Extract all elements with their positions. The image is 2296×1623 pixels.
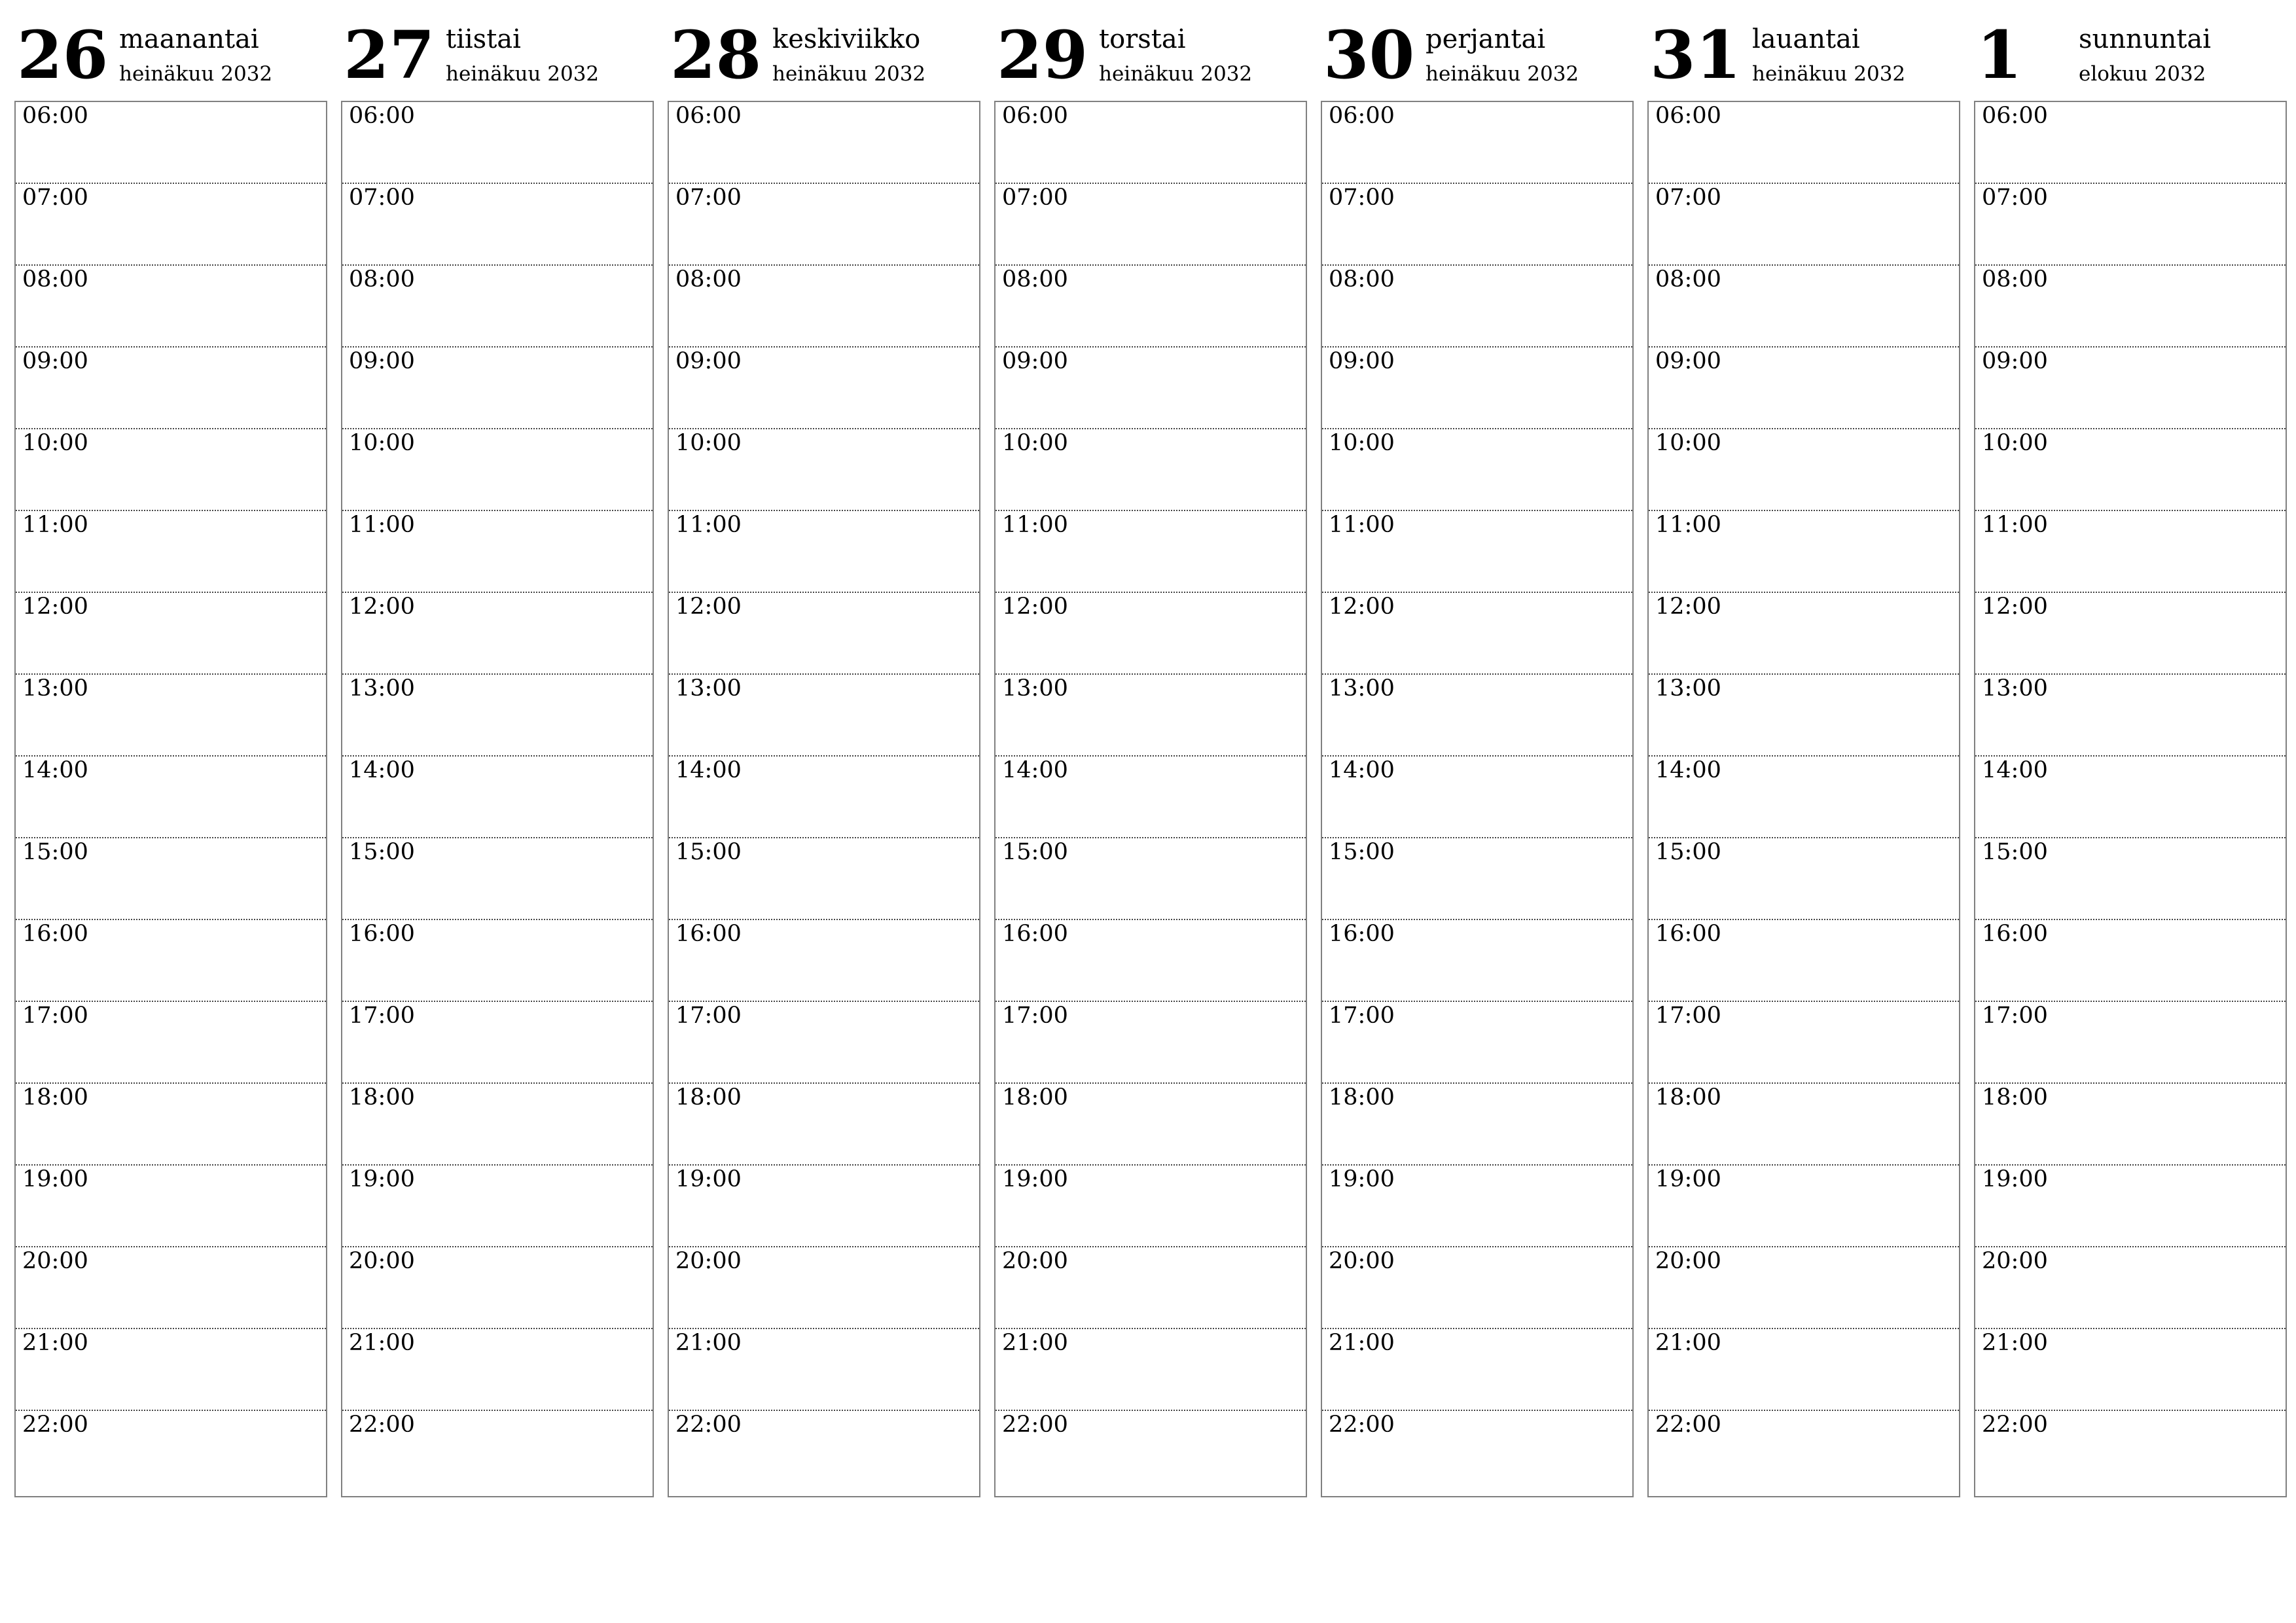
hour-label: 10:00 [1329,430,1395,456]
day-schedule-box [994,101,1307,1497]
hour-slot[interactable] [16,429,326,511]
hour-slot[interactable] [669,838,979,920]
hour-label: 21:00 [349,1330,415,1356]
hour-slot[interactable] [1649,511,1959,593]
hour-label: 12:00 [1329,594,1395,620]
hour-label: 15:00 [1329,839,1395,865]
day-header [994,0,1307,98]
hour-slot[interactable] [16,675,326,757]
hour-slot[interactable] [1975,266,2286,348]
hour-label: 20:00 [675,1248,742,1274]
hour-label: 11:00 [349,512,415,538]
hour-slot[interactable] [996,1329,1306,1411]
weekday-name: keskiviikko [772,24,921,54]
hour-label: 06:00 [1655,103,1721,129]
hour-slot[interactable] [342,1166,653,1247]
hour-slot[interactable] [1322,266,1632,348]
hour-label: 10:00 [1002,430,1068,456]
hour-label: 10:00 [22,430,88,456]
hour-label: 17:00 [1655,1003,1721,1029]
day-schedule-box [14,101,327,1497]
hour-label: 18:00 [1982,1084,2048,1111]
hour-slot[interactable] [1975,1411,2286,1493]
hour-label: 19:00 [1655,1166,1721,1192]
day-header [1321,0,1634,98]
hour-slot[interactable] [1649,675,1959,757]
hour-slot[interactable] [669,1247,979,1329]
hour-label: 15:00 [1982,839,2048,865]
hour-slot[interactable] [16,511,326,593]
hour-slot[interactable] [342,1411,653,1493]
hour-slot[interactable] [1649,1002,1959,1084]
hour-label: 14:00 [22,757,88,783]
hour-slot[interactable] [996,102,1306,184]
hour-slot[interactable] [342,1329,653,1411]
hour-slot[interactable] [1649,1084,1959,1166]
hour-label: 10:00 [675,430,742,456]
hour-label: 11:00 [1329,512,1395,538]
hour-slot[interactable] [16,1329,326,1411]
hour-label: 17:00 [1329,1003,1395,1029]
hour-label: 22:00 [1655,1412,1721,1438]
hour-label: 13:00 [1002,675,1068,702]
hour-slot[interactable] [1975,1084,2286,1166]
hour-slot[interactable] [669,920,979,1002]
hour-slot[interactable] [16,757,326,838]
hour-slot[interactable] [342,838,653,920]
hour-label: 08:00 [1329,266,1395,293]
hour-label: 18:00 [349,1084,415,1111]
weekday-name: maanantai [119,24,259,54]
hour-slot[interactable] [1975,1002,2286,1084]
day-header [1974,0,2287,98]
hour-label: 11:00 [1002,512,1068,538]
hour-slot[interactable] [996,429,1306,511]
hour-slot[interactable] [996,1002,1306,1084]
hour-label: 16:00 [1982,921,2048,947]
hour-label: 11:00 [22,512,88,538]
weekday-name: lauantai [1752,24,1860,54]
hour-slot[interactable] [16,1411,326,1493]
hour-label: 13:00 [349,675,415,702]
day-header [14,0,327,98]
hour-slot[interactable] [669,1166,979,1247]
hour-slot[interactable] [1975,1166,2286,1247]
day-number: 28 [670,16,762,94]
hour-label: 18:00 [675,1084,742,1111]
hour-slot[interactable] [1975,593,2286,675]
hour-label: 15:00 [1655,839,1721,865]
hour-label: 21:00 [22,1330,88,1356]
hour-label: 20:00 [1982,1248,2048,1274]
hour-slot[interactable] [342,593,653,675]
hour-label: 18:00 [1655,1084,1721,1111]
day-header [1647,0,1960,98]
day-schedule-box [1647,101,1960,1497]
hour-label: 09:00 [349,348,415,374]
hour-label: 06:00 [675,103,742,129]
day-schedule-box [1321,101,1634,1497]
hour-label: 20:00 [1655,1248,1721,1274]
hour-label: 12:00 [349,594,415,620]
day-number: 1 [1977,16,2022,94]
hour-label: 21:00 [1655,1330,1721,1356]
hour-label: 19:00 [349,1166,415,1192]
hour-slot[interactable] [996,1084,1306,1166]
hour-slot[interactable] [1649,1166,1959,1247]
hour-label: 13:00 [1982,675,2048,702]
hour-label: 17:00 [349,1003,415,1029]
hour-slot[interactable] [1322,1411,1632,1493]
hour-label: 08:00 [22,266,88,293]
hour-slot[interactable] [1322,838,1632,920]
hour-slot[interactable] [342,1002,653,1084]
hour-slot[interactable] [996,675,1306,757]
hour-slot[interactable] [669,184,979,266]
hour-slot[interactable] [669,1329,979,1411]
hour-slot[interactable] [996,348,1306,429]
month-year-label: heinäkuu 2032 [1426,62,1579,86]
hour-label: 16:00 [349,921,415,947]
month-year-label: heinäkuu 2032 [1099,62,1253,86]
day-schedule-box [341,101,654,1497]
hour-label: 15:00 [22,839,88,865]
weekday-name: tiistai [446,24,521,54]
hour-label: 15:00 [349,839,415,865]
hour-label: 12:00 [1002,594,1068,620]
hour-label: 22:00 [1329,1412,1395,1438]
hour-label: 17:00 [1002,1003,1068,1029]
day-schedule-box [668,101,980,1497]
hour-slot[interactable] [16,593,326,675]
hour-slot[interactable] [342,920,653,1002]
hour-slot[interactable] [996,266,1306,348]
hour-label: 07:00 [1002,185,1068,211]
hour-label: 18:00 [22,1084,88,1111]
day-number: 30 [1323,16,1415,94]
hour-label: 12:00 [675,594,742,620]
hour-label: 16:00 [675,921,742,947]
hour-slot[interactable] [1322,757,1632,838]
hour-slot[interactable] [1649,1411,1959,1493]
hour-slot[interactable] [1649,920,1959,1002]
hour-label: 06:00 [22,103,88,129]
hour-slot[interactable] [16,1084,326,1166]
hour-label: 22:00 [349,1412,415,1438]
month-year-label: heinäkuu 2032 [119,62,273,86]
hour-label: 22:00 [1982,1412,2048,1438]
hour-label: 19:00 [22,1166,88,1192]
hour-slot[interactable] [1322,593,1632,675]
hour-label: 20:00 [1329,1248,1395,1274]
hour-slot[interactable] [1322,1084,1632,1166]
day-number: 31 [1650,16,1742,94]
hour-slot[interactable] [1649,1329,1959,1411]
hour-slot[interactable] [1975,348,2286,429]
hour-slot[interactable] [1322,1002,1632,1084]
hour-label: 10:00 [349,430,415,456]
hour-slot[interactable] [1975,675,2286,757]
month-year-label: heinäkuu 2032 [1752,62,1906,86]
hour-slot[interactable] [1322,184,1632,266]
hour-slot[interactable] [996,757,1306,838]
hour-slot[interactable] [342,429,653,511]
hour-label: 17:00 [1982,1003,2048,1029]
hour-label: 07:00 [675,185,742,211]
hour-label: 16:00 [1002,921,1068,947]
hour-slot[interactable] [996,511,1306,593]
hour-label: 08:00 [1002,266,1068,293]
hour-label: 09:00 [1655,348,1721,374]
hour-label: 12:00 [22,594,88,620]
month-year-label: heinäkuu 2032 [446,62,600,86]
hour-label: 19:00 [675,1166,742,1192]
hour-label: 08:00 [349,266,415,293]
hour-slot[interactable] [16,1247,326,1329]
hour-label: 21:00 [1002,1330,1068,1356]
hour-label: 21:00 [675,1330,742,1356]
hour-slot[interactable] [342,757,653,838]
hour-slot[interactable] [1322,102,1632,184]
hour-slot[interactable] [342,266,653,348]
hour-slot[interactable] [669,1411,979,1493]
hour-slot[interactable] [669,675,979,757]
hour-label: 13:00 [1655,675,1721,702]
hour-label: 11:00 [1655,512,1721,538]
hour-label: 13:00 [1329,675,1395,702]
hour-label: 13:00 [675,675,742,702]
hour-label: 08:00 [675,266,742,293]
day-header [668,0,980,98]
hour-slot[interactable] [669,1002,979,1084]
hour-label: 18:00 [1329,1084,1395,1111]
hour-label: 09:00 [1982,348,2048,374]
weekday-name: perjantai [1426,24,1546,54]
hour-slot[interactable] [1649,593,1959,675]
hour-label: 07:00 [22,185,88,211]
hour-slot[interactable] [1649,348,1959,429]
month-year-label: elokuu 2032 [2079,62,2206,86]
hour-label: 19:00 [1329,1166,1395,1192]
hour-label: 13:00 [22,675,88,702]
hour-slot[interactable] [342,184,653,266]
hour-label: 06:00 [1002,103,1068,129]
hour-slot[interactable] [16,838,326,920]
hour-slot[interactable] [1322,429,1632,511]
hour-slot[interactable] [342,511,653,593]
hour-slot[interactable] [669,757,979,838]
hour-slot[interactable] [16,920,326,1002]
hour-label: 22:00 [22,1412,88,1438]
weekday-name: torstai [1099,24,1186,54]
hour-slot[interactable] [996,920,1306,1002]
hour-slot[interactable] [1649,266,1959,348]
hour-slot[interactable] [669,348,979,429]
hour-slot[interactable] [669,429,979,511]
hour-slot[interactable] [669,266,979,348]
hour-label: 22:00 [675,1412,742,1438]
hour-slot[interactable] [1322,1166,1632,1247]
hour-label: 06:00 [1982,103,2048,129]
hour-label: 09:00 [1329,348,1395,374]
hour-slot[interactable] [1975,102,2286,184]
hour-slot[interactable] [996,593,1306,675]
hour-label: 12:00 [1982,594,2048,620]
hour-label: 16:00 [1655,921,1721,947]
hour-label: 14:00 [349,757,415,783]
hour-label: 17:00 [22,1003,88,1029]
hour-label: 09:00 [675,348,742,374]
hour-slot[interactable] [342,675,653,757]
month-year-label: heinäkuu 2032 [772,62,926,86]
hour-label: 16:00 [1329,921,1395,947]
day-number: 27 [344,16,435,94]
hour-slot[interactable] [1322,675,1632,757]
hour-slot[interactable] [669,1084,979,1166]
day-schedule-box [1974,101,2287,1497]
hour-slot[interactable] [1975,920,2286,1002]
hour-label: 16:00 [22,921,88,947]
hour-slot[interactable] [342,1247,653,1329]
hour-label: 11:00 [675,512,742,538]
hour-label: 06:00 [1329,103,1395,129]
weekday-name: sunnuntai [2079,24,2212,54]
hour-label: 08:00 [1982,266,2048,293]
hour-slot[interactable] [1649,184,1959,266]
hour-slot[interactable] [996,838,1306,920]
hour-label: 15:00 [1002,839,1068,865]
hour-label: 15:00 [675,839,742,865]
hour-label: 18:00 [1002,1084,1068,1111]
hour-label: 06:00 [349,103,415,129]
hour-slot[interactable] [342,1084,653,1166]
hour-slot[interactable] [1649,1247,1959,1329]
hour-slot[interactable] [1322,920,1632,1002]
hour-slot[interactable] [16,102,326,184]
hour-label: 20:00 [22,1248,88,1274]
hour-slot[interactable] [669,511,979,593]
hour-label: 20:00 [1002,1248,1068,1274]
hour-label: 07:00 [349,185,415,211]
day-number: 26 [17,16,109,94]
hour-label: 11:00 [1982,512,2048,538]
hour-slot[interactable] [1649,429,1959,511]
hour-label: 10:00 [1655,430,1721,456]
hour-slot[interactable] [669,102,979,184]
hour-label: 20:00 [349,1248,415,1274]
hour-slot[interactable] [342,102,653,184]
hour-label: 07:00 [1982,185,2048,211]
hour-slot[interactable] [1975,757,2286,838]
hour-label: 09:00 [1002,348,1068,374]
hour-label: 14:00 [1329,757,1395,783]
hour-slot[interactable] [1322,1329,1632,1411]
hour-slot[interactable] [1649,838,1959,920]
hour-slot[interactable] [16,348,326,429]
hour-label: 21:00 [1982,1330,2048,1356]
hour-label: 14:00 [1655,757,1721,783]
hour-slot[interactable] [996,1166,1306,1247]
hour-slot[interactable] [1649,102,1959,184]
hour-label: 14:00 [675,757,742,783]
hour-label: 10:00 [1982,430,2048,456]
day-number: 29 [997,16,1088,94]
hour-label: 09:00 [22,348,88,374]
hour-slot[interactable] [669,593,979,675]
hour-slot[interactable] [1975,1247,2286,1329]
hour-slot[interactable] [16,266,326,348]
hour-label: 08:00 [1655,266,1721,293]
hour-slot[interactable] [342,348,653,429]
hour-slot[interactable] [1322,511,1632,593]
hour-slot[interactable] [16,1002,326,1084]
hour-slot[interactable] [1322,1247,1632,1329]
hour-label: 17:00 [675,1003,742,1029]
hour-label: 21:00 [1329,1330,1395,1356]
hour-slot[interactable] [16,1166,326,1247]
hour-slot[interactable] [1649,757,1959,838]
hour-label: 07:00 [1329,185,1395,211]
hour-slot[interactable] [1975,1329,2286,1411]
hour-label: 19:00 [1002,1166,1068,1192]
hour-slot[interactable] [1975,184,2286,266]
hour-slot[interactable] [996,1411,1306,1493]
hour-label: 12:00 [1655,594,1721,620]
hour-label: 07:00 [1655,185,1721,211]
hour-label: 14:00 [1982,757,2048,783]
hour-label: 19:00 [1982,1166,2048,1192]
day-header [341,0,654,98]
hour-slot[interactable] [996,1247,1306,1329]
hour-slot[interactable] [1975,838,2286,920]
hour-label: 22:00 [1002,1412,1068,1438]
hour-slot[interactable] [1975,511,2286,593]
hour-slot[interactable] [1322,348,1632,429]
hour-slot[interactable] [1975,429,2286,511]
hour-slot[interactable] [996,184,1306,266]
hour-label: 14:00 [1002,757,1068,783]
hour-slot[interactable] [16,184,326,266]
